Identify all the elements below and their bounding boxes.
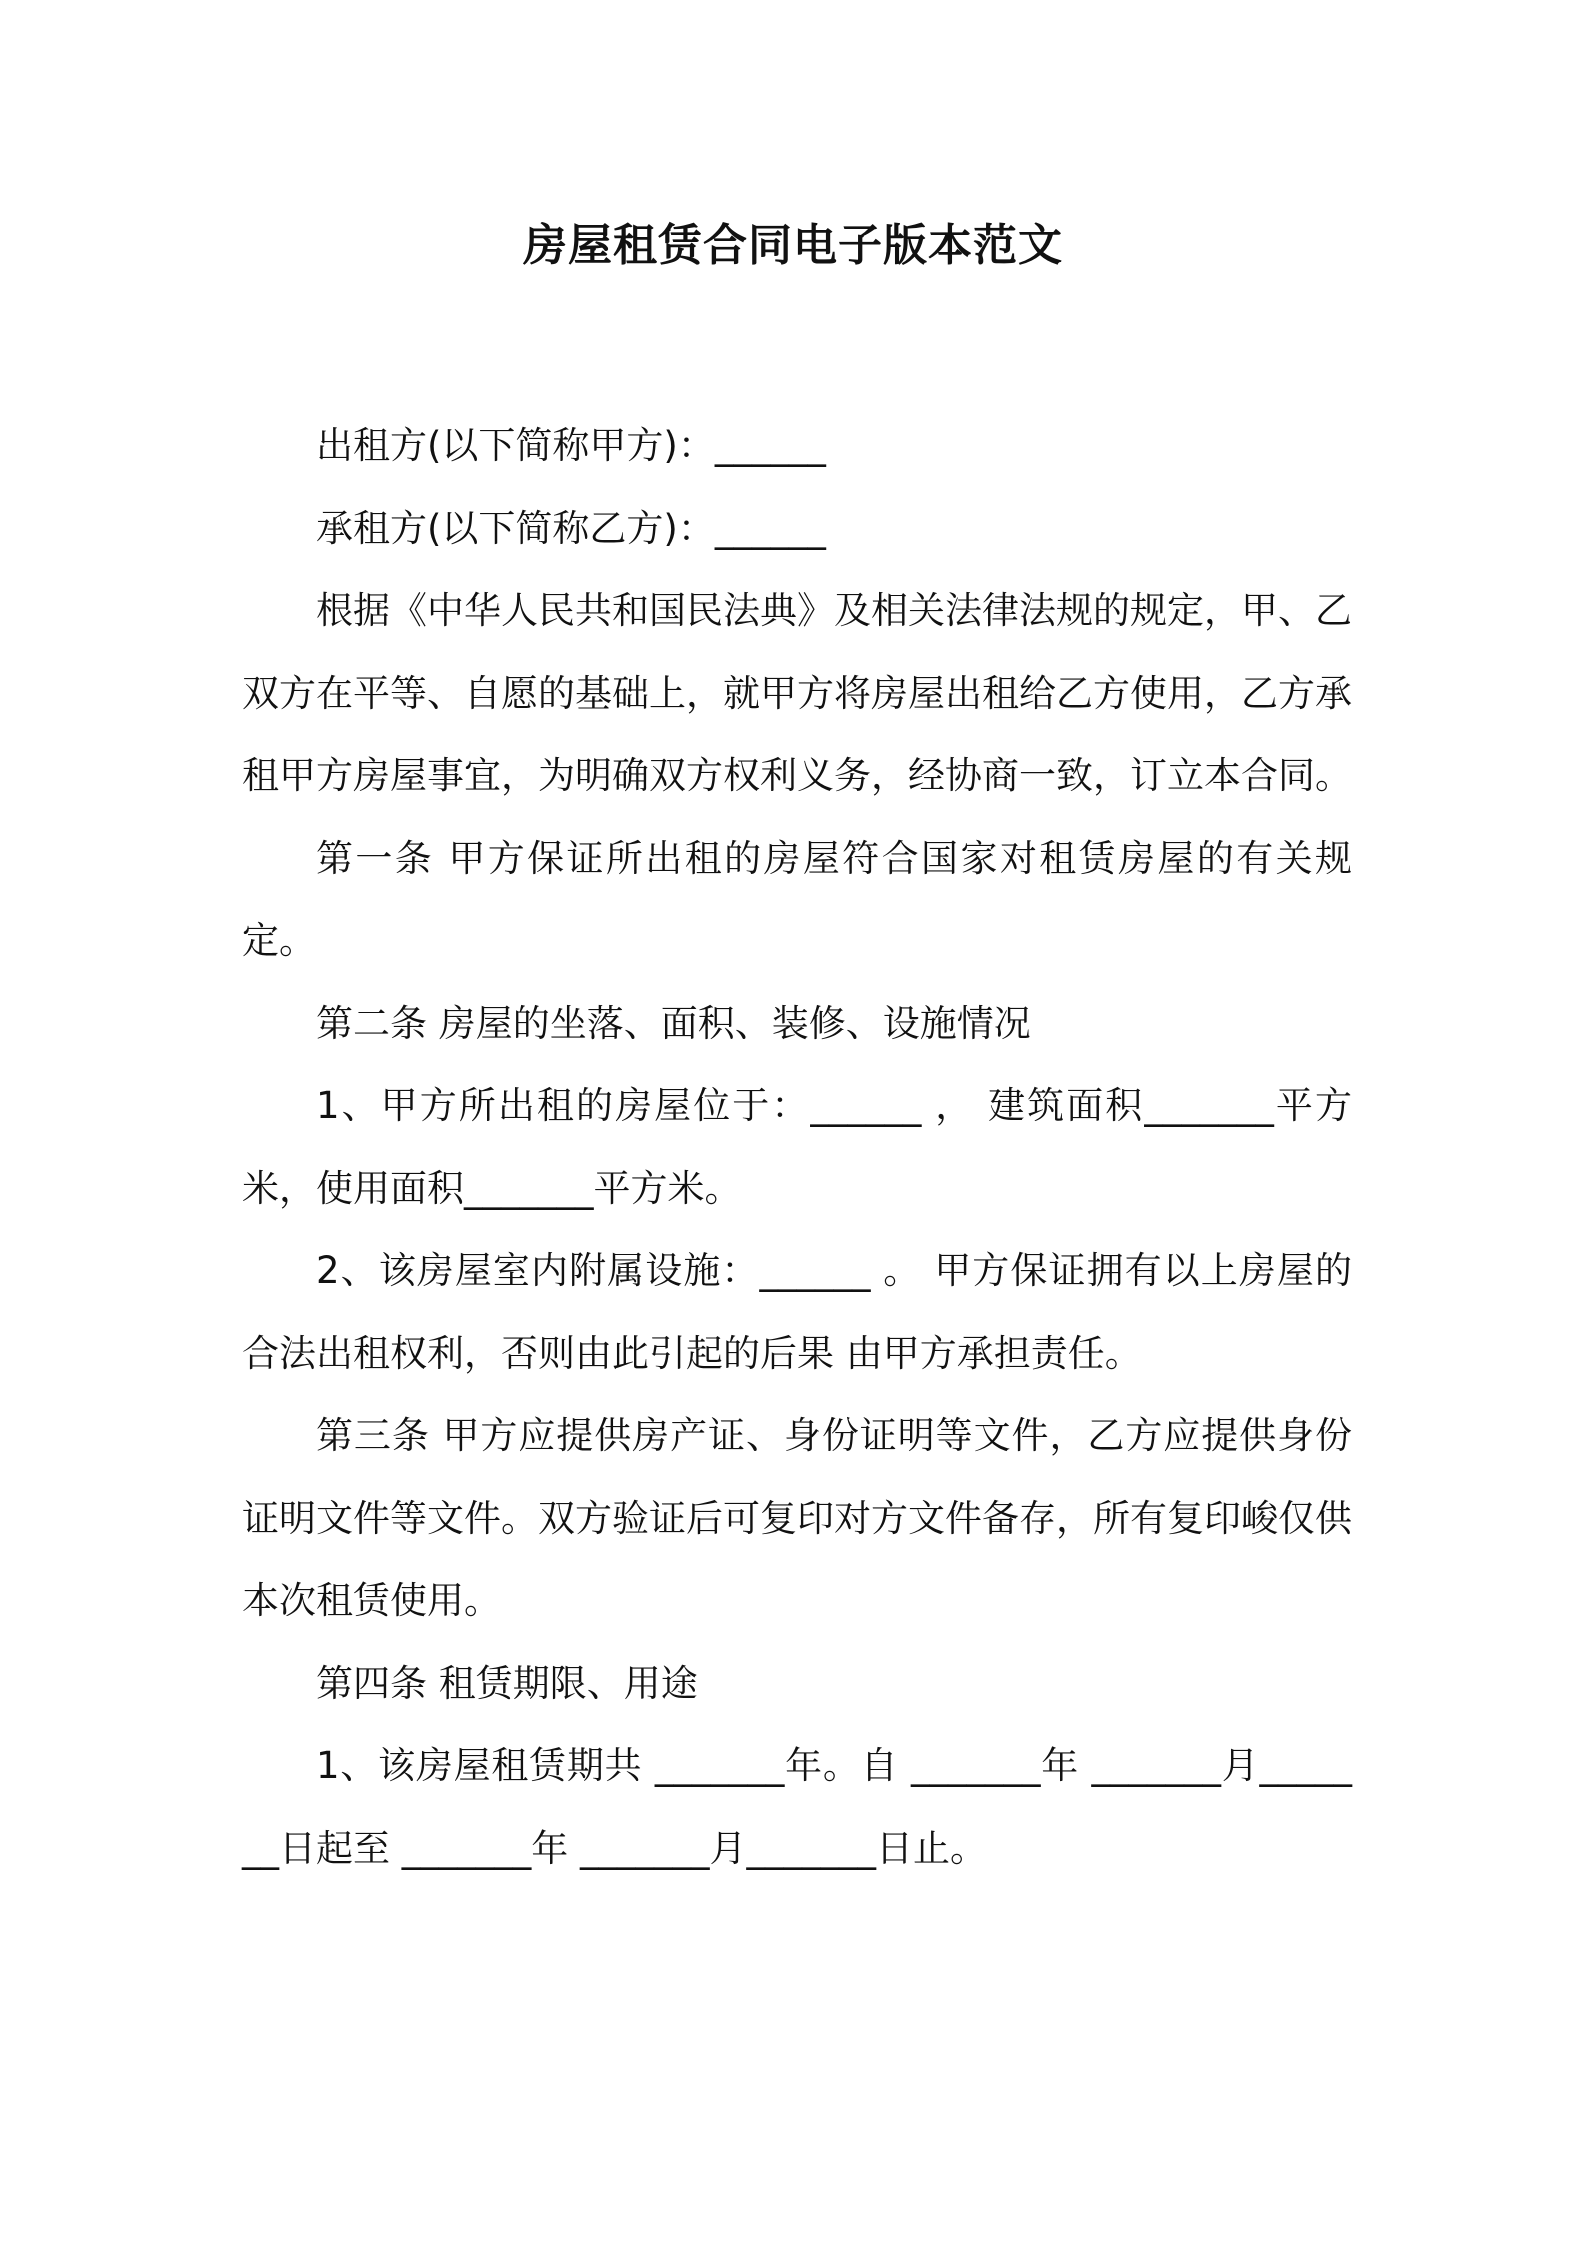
article-4-item-1: 1、该房屋租赁期共 _______年。自 _______年 _______月_______日起至 _______年 _______月_______日止。 (242, 1744, 1352, 1870)
article-3-paragraph: 第三条 甲方应提供房产证、身份证明等文件，乙方应提供身份证明文件等文件。双方验证后可复印对方文件备存，所有复印峻仅供本次租赁使用。 (242, 1414, 1352, 1622)
preamble-paragraph: 根据《中华人民共和国民法典》及相关法律法规的规定，甲、乙 双方在平等、自愿的基础上，就甲方将房屋出租给乙方使用，乙方承 租甲方房屋事宜，为明确双方权利义务，经协商一致，订立本合同。 (242, 589, 1352, 797)
article-2-heading: 第二条 房屋的坐落、面积、装修、设施情况 (316, 1001, 1031, 1045)
party-a-line: 出租方(以下简称甲方)：______ (316, 424, 826, 467)
party-b-line: 承租方(以下简称乙方)：______ (316, 506, 826, 550)
article-2-item-2: 2、该房屋室内附属设施：______ 。 甲方保证拥有以上房屋的合法出租权利，否则由此引起的后果 由甲方承担责任。 (242, 1249, 1352, 1375)
article-1-paragraph: 第一条 甲方保证所出租的房屋符合国家对租赁房屋的有关规定。 (242, 836, 1352, 962)
article-2-item-1: 1、甲方所出租的房屋位于：______ ， 建筑面积_______平方米，使用面积_______平方米。 (242, 1084, 1352, 1210)
document-title: 房屋租赁合同电子版本范文 (523, 220, 1063, 271)
document-body (242, 405, 1352, 1890)
article-4-heading: 第四条 租赁期限、用途 (316, 1661, 698, 1705)
